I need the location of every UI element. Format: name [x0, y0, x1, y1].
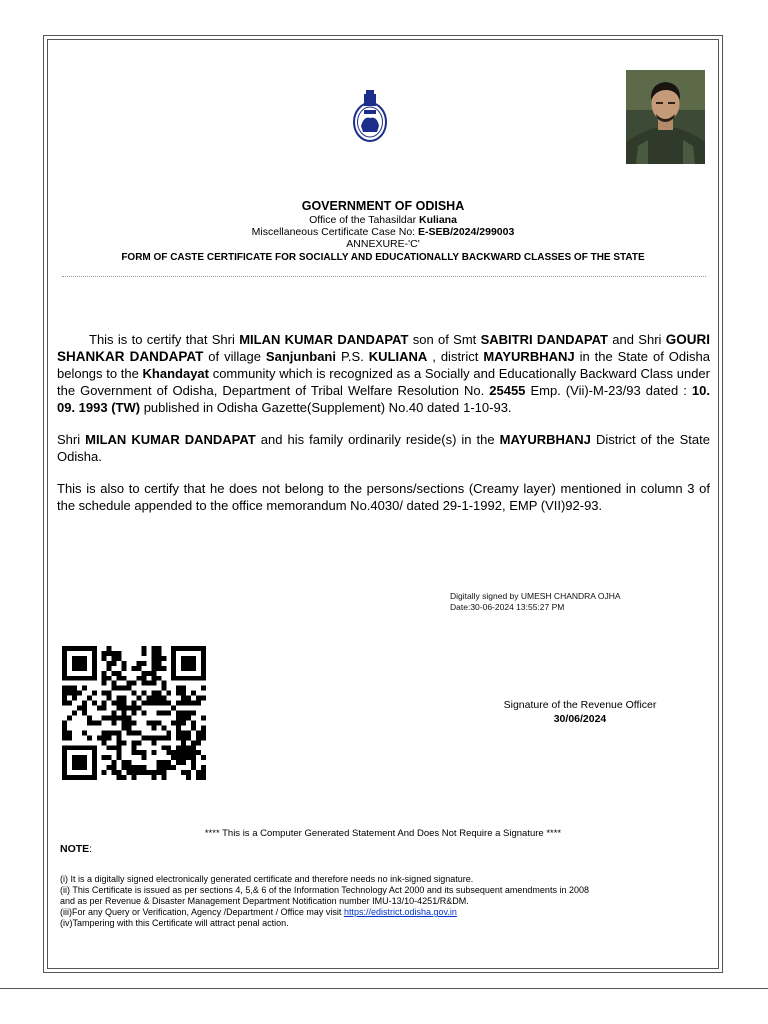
note-item: [60, 907, 720, 918]
para1-text-3: and Shri: [607, 332, 666, 347]
government-title: GOVERNMENT OF ODISHA: [301, 199, 465, 213]
note-colon: :: [89, 843, 93, 855]
applicant-photo: [626, 70, 705, 164]
office-prefix: Office of the Tahasildar: [309, 214, 417, 226]
office-name: Kuliana: [419, 214, 457, 226]
father-name: GOURI SHANKAR DANDAPAT: [57, 332, 710, 364]
resolution-date: 10. 09. 1993 (TW): [57, 383, 710, 415]
header-divider: [62, 276, 706, 277]
para2-text-3: District of the State Odisha.: [57, 432, 710, 464]
resolution-number: 25455: [489, 383, 526, 398]
note-item: (iv)Tampering with this Certificate will attract penal action.: [60, 918, 289, 928]
digital-signer: Digitally signed by UMESH CHANDRA OJHA: [450, 591, 621, 601]
para1-text-8: community which is recognized as a Socially and Educationally Backward Class under the Government of Odisha, Department of Tribal Welfare Resolution No.: [57, 366, 710, 398]
para1-text-7: in the State of Odisha belongs to the: [57, 349, 710, 381]
applicant-name: MILAN KUMAR DANDAPAT: [239, 332, 409, 347]
para1-text-4: of village: [203, 349, 266, 364]
resident-district: MAYURBHANJ: [499, 432, 591, 447]
case-number: E-SEB/2024/299003: [418, 226, 515, 238]
para2-text-2: and his family ordinarily reside(s) in the: [255, 432, 500, 447]
certificate-header: [48, 198, 718, 265]
village-name: Sanjunbani: [265, 349, 336, 364]
digital-signature-date: Date:30-06-2024 13:55:27 PM: [450, 602, 565, 612]
qr-code: [62, 645, 206, 781]
creamy-layer-paragraph: This is also to certify that he does not belong to the persons/sections (Creamy layer) mentioned in column 3 of the schedule appended to the office memorandum No.4030/ dated 29-1-1992, EMP (VII)92-93.: [57, 481, 710, 513]
form-title: FORM OF CASTE CERTIFICATE FOR SOCIALLY AND EDUCATIONALLY BACKWARD CLASSES OF THE STATE: [121, 252, 645, 263]
page-bottom-rule: [0, 988, 768, 989]
computer-generated-statement: **** This is a Computer Generated Statement And Does Not Require a Signature ****: [204, 828, 562, 839]
revenue-officer-signature: [470, 698, 690, 726]
resident-name: MILAN KUMAR DANDAPAT: [85, 432, 256, 447]
certification-paragraph: [57, 331, 710, 416]
mother-name: SABITRI DANDAPAT: [480, 332, 608, 347]
residence-paragraph: [57, 431, 710, 465]
para1-text-6: , district: [427, 349, 484, 364]
officer-signature-label: Signature of the Revenue Officer: [503, 699, 657, 711]
annexure-label: ANNEXURE-'C': [346, 238, 420, 250]
para1-text-5: P.S.: [335, 349, 369, 364]
note-heading: [60, 843, 92, 855]
officer-signature-date: 30/06/2024: [553, 713, 607, 725]
digital-signature-block: [450, 591, 621, 613]
para1-text-2: son of Smt: [408, 332, 481, 347]
case-prefix: Miscellaneous Certificate Case No:: [251, 226, 416, 238]
office-line: [48, 214, 718, 226]
police-station: KULIANA: [368, 349, 428, 364]
note-item: (i) It is a digitally signed electronically generated certificate and therefore needs no ink-signed signature.: [60, 874, 474, 884]
para1-text-10: published in Odisha Gazette(Supplement) No.40 dated 1-10-93.: [140, 400, 512, 415]
edistrict-link[interactable]: https://edistrict.odisha.gov.in: [343, 907, 457, 917]
note-item: (ii) This Certificate is issued as per sections 4, 5,& 6 of the Information Technology Act 2000 and its subsequent amendments in 2008: [60, 885, 589, 895]
para1-text-9: Emp. (Vii)-M-23/93 dated :: [525, 383, 692, 398]
para2-text-1: Shri: [57, 432, 86, 447]
odisha-emblem-logo: [352, 88, 388, 144]
case-number-line: [48, 226, 718, 238]
note-item: and as per Revenue & Disaster Management Department Notification number IMU-13/10-4251/R&DM.: [60, 896, 469, 906]
notes-list: [60, 874, 720, 929]
community-name: Khandayat: [142, 366, 209, 381]
district-name: MAYURBHANJ: [483, 349, 575, 364]
note-query-text: (iii)For any Query or Verification, Agency /Department / Office may visit: [60, 907, 344, 917]
para1-text-1: This is to certify that Shri: [89, 332, 240, 347]
certificate-body: [57, 331, 710, 529]
note-label-text: NOTE: [60, 843, 90, 855]
